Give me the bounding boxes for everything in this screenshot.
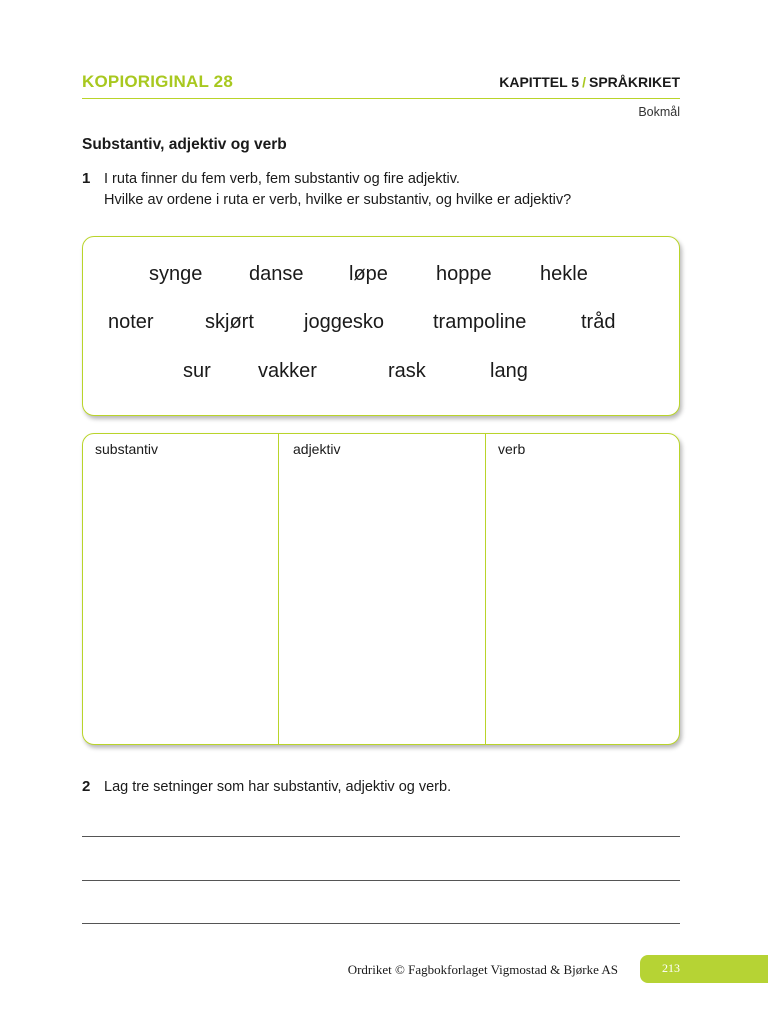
word-item: synge (149, 263, 203, 285)
answer-line[interactable] (82, 880, 680, 881)
page-title: Substantiv, adjektiv og verb (82, 136, 287, 153)
chapter-label: KAPITTEL 5 (499, 74, 580, 90)
column-header-verb: verb (498, 441, 526, 457)
word-item: skjørt (205, 311, 254, 333)
task-2-number: 2 (82, 778, 91, 795)
chapter-separator: / (582, 74, 586, 90)
task-2-instruction: Lag tre setninger som har substantiv, adjektiv og verb. (104, 779, 452, 795)
column-divider (278, 434, 279, 744)
word-item: lang (490, 360, 528, 382)
word-item: joggesko (304, 311, 385, 333)
task-1-number: 1 (82, 170, 91, 187)
column-header-adjektiv: adjektiv (293, 441, 341, 457)
word-item: hoppe (436, 263, 492, 285)
word-item: sur (183, 360, 211, 382)
page-number: 213 (662, 961, 680, 975)
section-label: SPRÅKRIKET (588, 74, 680, 90)
word-item: tråd (581, 311, 616, 333)
word-item: løpe (349, 263, 388, 285)
answer-line[interactable] (82, 836, 680, 837)
word-item: trampoline (433, 311, 527, 333)
column-divider (485, 434, 486, 744)
task-1-line-2: Hvilke av ordene i ruta er verb, hvilke er substantiv, og hvilke er adjektiv? (104, 192, 572, 208)
task-1-line-1: I ruta finner du fem verb, fem substantiv og fire adjektiv. (104, 171, 460, 187)
word-item: danse (249, 263, 304, 285)
word-box (82, 236, 680, 416)
column-header-substantiv: substantiv (95, 441, 159, 457)
page-number-tab (640, 955, 768, 983)
header-divider (82, 98, 680, 99)
word-item: hekle (540, 263, 588, 285)
language-label: Bokmål (638, 105, 680, 119)
word-item: rask (388, 360, 426, 382)
answer-line[interactable] (82, 923, 680, 924)
sorting-table (82, 433, 680, 745)
chapter-heading (499, 74, 680, 90)
word-item: noter (108, 311, 154, 333)
copyright-footer: Ordriket © Fagbokforlaget Vigmostad & Bjørke AS (347, 962, 618, 977)
task-1-instruction (104, 169, 571, 211)
document-label: KOPIORIGINAL 28 (82, 72, 233, 91)
word-item: vakker (258, 360, 317, 382)
